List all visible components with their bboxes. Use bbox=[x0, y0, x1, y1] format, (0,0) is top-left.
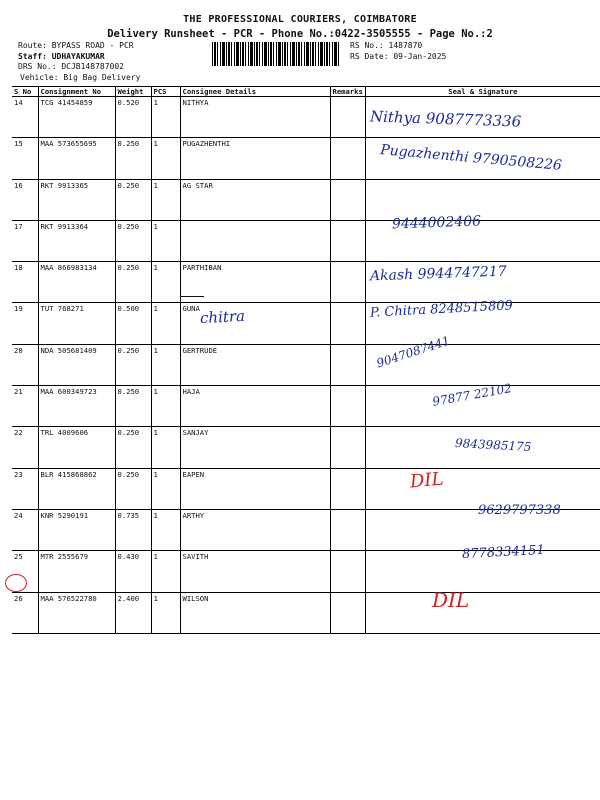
cell-pcs: 1 bbox=[151, 592, 180, 633]
table-row bbox=[12, 262, 600, 303]
cell-remarks bbox=[330, 97, 365, 138]
cell-consignment-no: TRL 4009606 bbox=[38, 427, 115, 468]
cell-consignment-no: MTR 2555679 bbox=[38, 551, 115, 592]
cell-sno: 18 bbox=[12, 262, 38, 303]
cell-pcs: 1 bbox=[151, 468, 180, 509]
cell-consignment-no: RKT 9913365 bbox=[38, 179, 115, 220]
cell-pcs: 1 bbox=[151, 179, 180, 220]
cell-sno: 23 bbox=[12, 468, 38, 509]
cell-consignee: AG STAR bbox=[180, 179, 330, 220]
cell-consignee bbox=[180, 220, 330, 261]
cell-seal-signature bbox=[365, 179, 600, 220]
cell-weight: 0.250 bbox=[115, 468, 151, 509]
cell-remarks bbox=[330, 551, 365, 592]
col-pcs: PCS bbox=[151, 87, 180, 97]
vehicle-text: Vehicle: Big Bag Delivery bbox=[20, 72, 141, 82]
table-header-row bbox=[12, 87, 600, 97]
cell-weight: 0.250 bbox=[115, 427, 151, 468]
cell-sno: 21 bbox=[12, 386, 38, 427]
circle-mark bbox=[5, 574, 27, 592]
cell-sno: 22 bbox=[12, 427, 38, 468]
runsheet-subtitle: Delivery Runsheet - PCR - Phone No.:0422-3505555 - Page No.:2 bbox=[107, 28, 493, 40]
cell-pcs: 1 bbox=[151, 509, 180, 550]
cell-weight: 0.250 bbox=[115, 138, 151, 179]
table-row bbox=[12, 344, 600, 385]
handwritten-note: P. Chitra 8248515809 bbox=[369, 298, 514, 321]
cell-consignee: SANJAY bbox=[180, 427, 330, 468]
handwritten-note: Pugazhenthi 9790508226 bbox=[379, 142, 563, 174]
staff-text: Staff: UDHAYAKUMAR bbox=[18, 51, 105, 61]
cell-remarks bbox=[330, 468, 365, 509]
cell-weight: 0.500 bbox=[115, 303, 151, 344]
col-sno: S No bbox=[12, 87, 38, 97]
company-title: THE PROFESSIONAL COURIERS, COIMBATORE bbox=[183, 14, 417, 25]
cell-consignee: SAVITH bbox=[180, 551, 330, 592]
barcode-image bbox=[212, 42, 340, 66]
handwritten-note: chitra bbox=[199, 306, 246, 328]
cell-pcs: 1 bbox=[151, 138, 180, 179]
cell-consignee: EAPEN bbox=[180, 468, 330, 509]
cell-weight: 0.520 bbox=[115, 97, 151, 138]
cell-remarks bbox=[330, 386, 365, 427]
meta-left bbox=[18, 41, 140, 83]
cell-sno: 19 bbox=[12, 303, 38, 344]
handwritten-note: 8778334151 bbox=[461, 542, 546, 563]
cell-consignment-no: BLR 415868862 bbox=[38, 468, 115, 509]
cell-weight: 0.250 bbox=[115, 220, 151, 261]
cell-remarks bbox=[330, 220, 365, 261]
cell-pcs: 1 bbox=[151, 97, 180, 138]
cell-consignment-no: TCG 41454859 bbox=[38, 97, 115, 138]
cell-remarks bbox=[330, 138, 365, 179]
cell-sno: 25 bbox=[12, 551, 38, 592]
handwritten-note: 97877 22102 bbox=[431, 381, 513, 409]
col-weight: Weight bbox=[115, 87, 151, 97]
cell-consignee: HAJA bbox=[180, 386, 330, 427]
cell-pcs: 1 bbox=[151, 551, 180, 592]
col-consignment: Consignment No bbox=[38, 87, 115, 97]
cell-pcs: 1 bbox=[151, 262, 180, 303]
cell-weight: 0.250 bbox=[115, 344, 151, 385]
cell-weight: 0.250 bbox=[115, 386, 151, 427]
cell-consignment-no: MAA 573655695 bbox=[38, 138, 115, 179]
handwritten-note: Akash 9944747217 bbox=[369, 263, 507, 285]
cell-pcs: 1 bbox=[151, 344, 180, 385]
cell-sno: 17 bbox=[12, 220, 38, 261]
cell-remarks bbox=[330, 262, 365, 303]
handwritten-note: Nithya 9087773336 bbox=[369, 107, 522, 131]
col-seal-signature: Seal & Signature bbox=[365, 87, 600, 97]
cell-consignee: WILSON bbox=[180, 592, 330, 633]
col-consignee: Consignee Details bbox=[180, 87, 330, 97]
cell-pcs: 1 bbox=[151, 386, 180, 427]
cell-consignee: PARTHIBAN bbox=[180, 262, 330, 303]
table-row bbox=[12, 179, 600, 220]
cell-sno: 26 bbox=[12, 592, 38, 633]
rs-date-text: RS Date: 09-Jan-2025 bbox=[350, 51, 447, 61]
handwritten-note: DIL bbox=[409, 468, 445, 493]
col-remarks: Remarks bbox=[330, 87, 365, 97]
handwritten-note: 9444002406 bbox=[391, 213, 482, 233]
cell-sno: 24 bbox=[12, 509, 38, 550]
cell-consignee: ARTHY bbox=[180, 509, 330, 550]
cell-consignee: PUGAZHENTHI bbox=[180, 138, 330, 179]
cell-consignment-no: RKT 9913364 bbox=[38, 220, 115, 261]
cell-pcs: 1 bbox=[151, 220, 180, 261]
drs-text: DRS No.: DCJB148787002 bbox=[18, 62, 124, 71]
rs-no-text: RS No.: 1487870 bbox=[350, 41, 423, 50]
cell-remarks bbox=[330, 509, 365, 550]
cell-sno: 14 bbox=[12, 97, 38, 138]
meta-right bbox=[350, 41, 446, 62]
handwritten-note: 9843985175 bbox=[454, 436, 532, 454]
cell-remarks bbox=[330, 344, 365, 385]
cell-consignment-no: KNR 5290191 bbox=[38, 509, 115, 550]
cell-remarks bbox=[330, 427, 365, 468]
cell-seal-signature bbox=[365, 592, 600, 633]
cell-weight: 0.430 bbox=[115, 551, 151, 592]
cell-consignee: GUNA bbox=[180, 303, 330, 344]
cell-weight: 0.250 bbox=[115, 179, 151, 220]
cell-consignment-no: NDA 505681409 bbox=[38, 344, 115, 385]
cell-remarks bbox=[330, 592, 365, 633]
cell-consignment-no: TUT 768271 bbox=[38, 303, 115, 344]
table-row bbox=[12, 220, 600, 261]
cell-remarks bbox=[330, 303, 365, 344]
handwritten-note: DIL bbox=[432, 588, 470, 612]
handwritten-note: 9629797338 bbox=[478, 503, 561, 518]
cell-sno: 15 bbox=[12, 138, 38, 179]
cell-remarks bbox=[330, 179, 365, 220]
cell-weight: 2.400 bbox=[115, 592, 151, 633]
cell-consignee: NITHYA bbox=[180, 97, 330, 138]
cell-pcs: 1 bbox=[151, 427, 180, 468]
cell-consignment-no: MAA 576522780 bbox=[38, 592, 115, 633]
strike-through-mark bbox=[180, 296, 204, 297]
cell-weight: 0.250 bbox=[115, 262, 151, 303]
cell-consignment-no: MAA 600349723 bbox=[38, 386, 115, 427]
cell-sno: 20 bbox=[12, 344, 38, 385]
table-row bbox=[12, 592, 600, 633]
cell-consignment-no: MAA 866983134 bbox=[38, 262, 115, 303]
route-text: Route: BYPASS ROAD - PCR bbox=[18, 41, 134, 50]
cell-sno: 16 bbox=[12, 179, 38, 220]
handwritten-note: 9047087441 bbox=[374, 333, 452, 371]
cell-weight: 0.735 bbox=[115, 509, 151, 550]
cell-consignee: GERTRUDE bbox=[180, 344, 330, 385]
cell-pcs: 1 bbox=[151, 303, 180, 344]
